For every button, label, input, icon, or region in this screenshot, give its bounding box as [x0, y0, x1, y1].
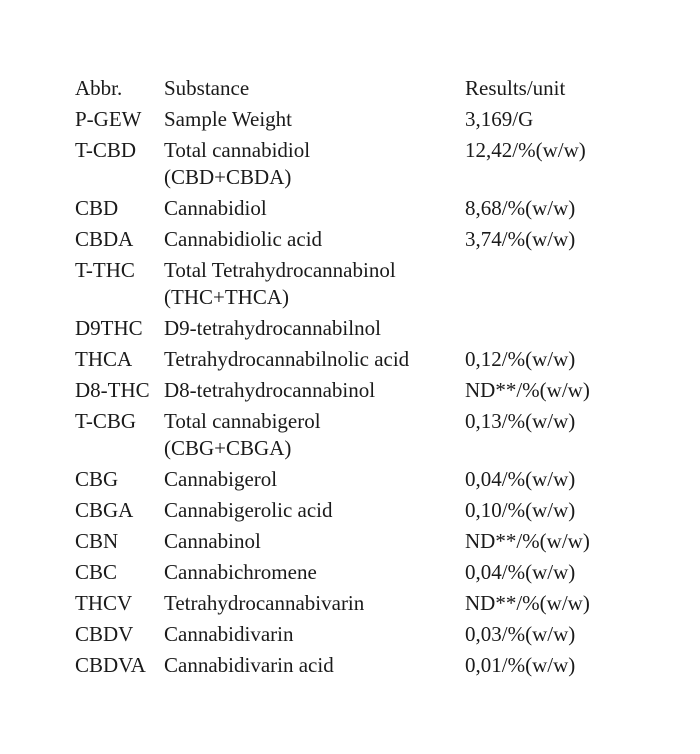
substance-name: Sample Weight: [164, 107, 292, 131]
substance-name: Cannabinol: [164, 529, 261, 553]
table-row: [75, 346, 625, 377]
cell-substance: [164, 652, 465, 683]
cell-substance: [164, 315, 465, 346]
cell-result: 0,01/%(w/w): [465, 653, 576, 677]
table-row: [75, 590, 625, 621]
cell-substance: [164, 528, 465, 559]
table-row: [75, 621, 625, 652]
substance-name: Cannabidiol: [164, 196, 267, 220]
cell-result: 0,03/%(w/w): [465, 622, 576, 646]
cell-result: 0,10/%(w/w): [465, 498, 576, 522]
table-row: [75, 466, 625, 497]
substance-formula: (CBD+CBDA): [164, 165, 292, 189]
table-row: [75, 652, 625, 683]
substance-name: Cannabidivarin: [164, 622, 294, 646]
substance-name: Cannabidiolic acid: [164, 227, 323, 251]
cell-abbr: CBDVA: [75, 653, 146, 677]
cell-result: ND**/%(w/w): [465, 591, 590, 615]
cell-abbr: CBDA: [75, 227, 134, 251]
substance-name: D8-tetrahydrocannabinol: [164, 378, 376, 402]
table-row: [75, 226, 625, 257]
table-row: [75, 315, 625, 346]
cell-substance: [164, 590, 465, 621]
cell-substance: [164, 377, 465, 408]
cell-abbr: CBG: [75, 467, 119, 491]
cell-abbr: CBGA: [75, 498, 134, 522]
results-body: [75, 106, 625, 683]
cell-result: ND**/%(w/w): [465, 378, 590, 402]
substance-formula: (THC+THCA): [164, 285, 289, 309]
table-row: [75, 106, 625, 137]
cell-abbr: T-CBD: [75, 138, 137, 162]
cell-abbr: P-GEW: [75, 107, 142, 131]
table-row: [75, 528, 625, 559]
table-row: [75, 257, 625, 315]
cell-result: 3,74/%(w/w): [465, 227, 576, 251]
table-row: [75, 408, 625, 466]
substance-name: Tetrahydrocannabilnolic acid: [164, 347, 410, 371]
table-row: [75, 497, 625, 528]
substance-name: Total cannabidiol: [164, 138, 311, 162]
header-abbr: Abbr.: [75, 76, 123, 100]
cell-abbr: THCV: [75, 591, 133, 615]
cell-result: 0,12/%(w/w): [465, 347, 576, 371]
substance-name: D9-tetrahydrocannabilnol: [164, 316, 381, 340]
table-row: [75, 195, 625, 226]
cell-result: 8,68/%(w/w): [465, 196, 576, 220]
cell-substance: [164, 346, 465, 377]
header-result: Results/unit: [465, 76, 566, 100]
cell-abbr: THCA: [75, 347, 133, 371]
substance-name: Total cannabigerol: [164, 409, 321, 433]
substance-name: Cannabigerolic acid: [164, 498, 333, 522]
cell-abbr: T-CBG: [75, 409, 137, 433]
header-substance: Substance: [164, 76, 250, 100]
cell-substance: [164, 257, 465, 315]
table-row: [75, 137, 625, 195]
cell-substance: [164, 559, 465, 590]
cell-result: 12,42/%(w/w): [465, 138, 586, 162]
cell-abbr: CBDV: [75, 622, 134, 646]
cell-result: 0,04/%(w/w): [465, 467, 576, 491]
cell-abbr: D9THC: [75, 316, 143, 340]
substance-name: Cannabichromene: [164, 560, 317, 584]
table-row: [75, 559, 625, 590]
cell-abbr: CBC: [75, 560, 118, 584]
cell-abbr: D8-THC: [75, 378, 150, 402]
cell-abbr: T-THC: [75, 258, 135, 282]
cell-result: 0,04/%(w/w): [465, 560, 576, 584]
substance-name: Total Tetrahydrocannabinol: [164, 258, 396, 282]
cell-substance: [164, 466, 465, 497]
cell-result: 3,169/G: [465, 107, 534, 131]
cell-abbr: CBN: [75, 529, 119, 553]
cell-result: [465, 315, 625, 346]
cell-substance: [164, 408, 465, 466]
cell-result: 0,13/%(w/w): [465, 409, 576, 433]
cell-substance: [164, 226, 465, 257]
cell-result: [465, 257, 625, 315]
cell-result: ND**/%(w/w): [465, 529, 590, 553]
cell-substance: [164, 497, 465, 528]
substance-formula: (CBG+CBGA): [164, 436, 292, 460]
substance-name: Tetrahydrocannabivarin: [164, 591, 365, 615]
table-header-row: [75, 75, 625, 106]
cell-substance: [164, 106, 465, 137]
substance-name: Cannabidivarin acid: [164, 653, 334, 677]
cell-substance: [164, 137, 465, 195]
cell-substance: [164, 195, 465, 226]
results-table: [75, 75, 625, 683]
table-row: [75, 377, 625, 408]
cell-substance: [164, 621, 465, 652]
cell-abbr: CBD: [75, 196, 119, 220]
substance-name: Cannabigerol: [164, 467, 278, 491]
